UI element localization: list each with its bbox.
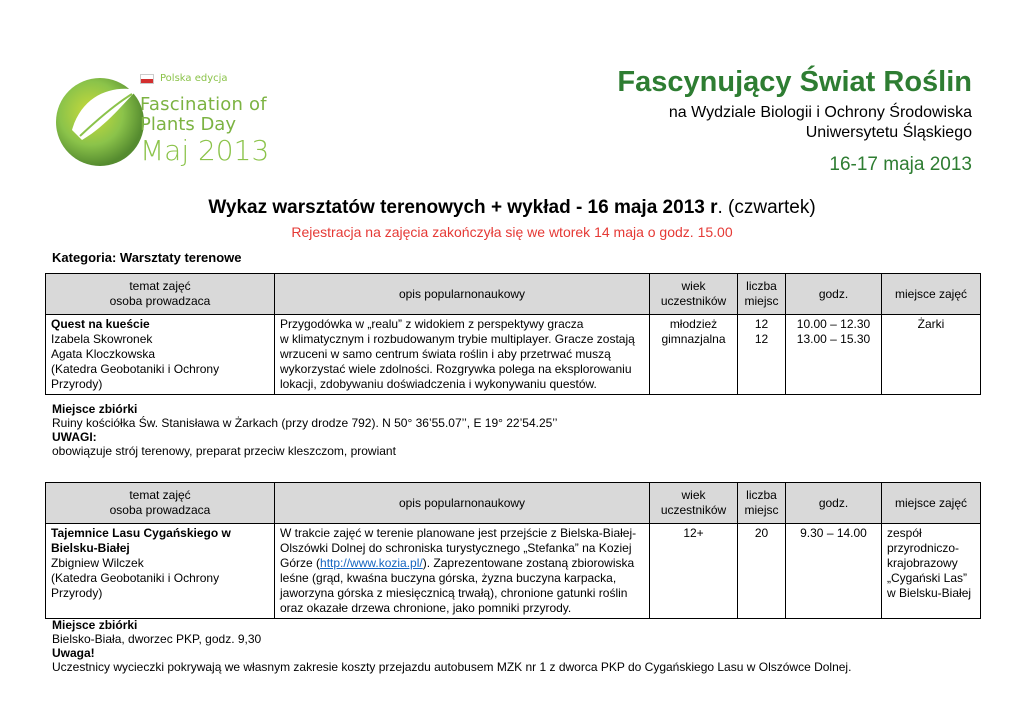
desc-line: oraz okazałe drzewa chronione, jako pomniki przyrody. bbox=[280, 601, 572, 615]
meeting-point-heading: Miejsce zbiórki bbox=[52, 402, 138, 416]
event-subtitle-university: Uniwersytetu Śląskiego bbox=[805, 124, 972, 141]
meeting-point-value: Ruiny kościółka Św. Stanisława w Żarkach (przy drodze 792). N 50° 36’55.07’’, E 19° 22’54.25’’ bbox=[52, 416, 558, 430]
table-row bbox=[46, 524, 981, 619]
page-title-bold: Wykaz warsztatów terenowych + wykład - 16 maja 2013 r bbox=[208, 197, 718, 218]
places-value: 12 bbox=[754, 332, 769, 346]
remarks-value: Uczestnicy wycieczki pokrywają we własnym zakresie koszty przejazdu autobusem MZK nr 1 z dworca PKP do Cygańskiego Lasu w Olszówce Dolnej. bbox=[52, 660, 852, 674]
location-value: przyrodniczo- bbox=[887, 541, 960, 555]
desc-line: Przygodówka w „realu” z widokiem z perspektywy gracza bbox=[280, 317, 584, 331]
cell-places bbox=[738, 524, 786, 619]
leader: Izabela Skowronek bbox=[51, 332, 153, 346]
cell-location bbox=[882, 524, 981, 619]
col-leader-label: osoba prowadzaca bbox=[109, 503, 211, 517]
desc-pre-link: Górze ( bbox=[280, 556, 321, 570]
desc-line: leśne (grąd, kwaśna buczyna górska, żyzna buczyna karpacka, bbox=[280, 571, 617, 585]
col-location: miejsce zajęć bbox=[882, 483, 981, 524]
remarks-value: obowiązuje strój terenowy, preparat przeciw kleszczom, prowiant bbox=[52, 444, 396, 458]
location-value: krajobrazowy bbox=[887, 556, 958, 570]
col-age bbox=[650, 274, 738, 315]
desc-line: w klimatycznym i rozbudowanym trybie multiplayer. Gracze zostają bbox=[280, 332, 635, 346]
cell-time bbox=[786, 315, 882, 395]
cell-age bbox=[650, 524, 738, 619]
col-topic bbox=[46, 274, 275, 315]
registration-note: Rejestracja na zajęcia zakończyła się we wtorek 14 maja o godz. 15.00 bbox=[291, 224, 733, 240]
age-value: 12+ bbox=[683, 526, 704, 540]
col-age-label-1: wiek bbox=[681, 279, 706, 293]
leader-department: (Katedra Geobotaniki i Ochrony Przyrody) bbox=[51, 571, 220, 600]
event-subtitle-faculty: na Wydziale Biologii i Ochrony Środowiska bbox=[668, 104, 972, 121]
workshop-topic: Quest na kueście bbox=[51, 317, 150, 331]
meeting-point-value: Bielsko-Biała, dworzec PKP, godz. 9,30 bbox=[52, 632, 262, 646]
leader: Zbigniew Wilczek bbox=[51, 556, 144, 570]
desc-line: wrzuceni w samo centrum świata roślin i aby przetrwać muszą bbox=[280, 347, 611, 361]
desc-line: W trakcie zajęć w terenie planowane jest przejście z Bielska-Białej- bbox=[280, 526, 637, 540]
table-header-row bbox=[46, 483, 981, 524]
kozia-link[interactable]: http://www.kozia.pl/ bbox=[320, 556, 423, 570]
col-location: miejsce zajęć bbox=[882, 274, 981, 315]
desc-post-link: ). Zaprezentowane zostaną zbiorowiska bbox=[422, 556, 635, 570]
col-desc: opis popularnonaukowy bbox=[275, 483, 650, 524]
location-value: Żarki bbox=[917, 317, 945, 331]
polish-flag-icon bbox=[140, 74, 154, 84]
cell-topic bbox=[46, 524, 275, 619]
page-title-rest: . (czwartek) bbox=[717, 197, 816, 218]
desc-line: wykorzystać wiele zdolności. Rozgrywka polega na eksplorowaniu bbox=[280, 362, 632, 376]
category-heading: Kategoria: Warsztaty terenowe bbox=[52, 250, 242, 265]
logo-line-2: Plants Day bbox=[140, 114, 236, 135]
col-places-label-1: liczba bbox=[746, 279, 777, 293]
col-leader-label: osoba prowadzaca bbox=[109, 294, 211, 308]
event-title: Fascynujący Świat Roślin bbox=[617, 66, 972, 98]
col-desc: opis popularnonaukowy bbox=[275, 274, 650, 315]
col-topic-label: temat zajęć bbox=[129, 488, 191, 502]
places-value: 12 bbox=[754, 317, 769, 331]
location-value: w Bielsku-Białej bbox=[887, 586, 972, 600]
cell-topic bbox=[46, 315, 275, 395]
location-value: zespół bbox=[887, 526, 922, 540]
workshop-2-notes bbox=[52, 618, 851, 674]
workshop-1-notes bbox=[52, 402, 557, 458]
cell-time bbox=[786, 524, 882, 619]
places-value: 20 bbox=[754, 526, 769, 540]
location-value: „Cygański Las” bbox=[887, 571, 968, 585]
cell-desc bbox=[275, 315, 650, 395]
col-age-label-1: wiek bbox=[681, 488, 706, 502]
time-value: 9.30 – 14.00 bbox=[800, 526, 867, 540]
table-header-row bbox=[46, 274, 981, 315]
col-places bbox=[738, 274, 786, 315]
col-places-label-1: liczba bbox=[746, 488, 777, 502]
table-row bbox=[46, 315, 981, 395]
desc-line-with-link bbox=[280, 556, 644, 571]
col-topic bbox=[46, 483, 275, 524]
col-places-label-2: miejsc bbox=[744, 294, 779, 308]
event-date: 16-17 maja 2013 bbox=[829, 154, 972, 175]
time-value: 13.00 – 15.30 bbox=[796, 332, 871, 346]
age-value: młodzież bbox=[669, 317, 718, 331]
remarks-heading: UWAGI: bbox=[52, 430, 97, 444]
desc-line: Olszówki Dolnej do schroniska turystycznego „Stefanka” na Koziej bbox=[280, 541, 632, 555]
leaf-globe-icon bbox=[52, 70, 152, 170]
col-topic-label: temat zajęć bbox=[129, 279, 191, 293]
col-time: godz. bbox=[786, 274, 882, 315]
logo-line-1: Fascination of bbox=[140, 94, 267, 115]
col-time: godz. bbox=[786, 483, 882, 524]
logo-line-3: Maj 2013 bbox=[140, 134, 270, 167]
page-title bbox=[0, 197, 1024, 219]
leader: Agata Kloczkowska bbox=[51, 347, 156, 361]
desc-line: jaworzyna górska z miesięcznicą trwałą), chronione gatunki roślin bbox=[280, 586, 628, 600]
meeting-point-heading: Miejsce zbiórki bbox=[52, 618, 138, 632]
col-age bbox=[650, 483, 738, 524]
desc-line: lokacji, zdobywaniu doświadczenia i wykonywaniu questów. bbox=[280, 377, 597, 391]
cell-age bbox=[650, 315, 738, 395]
col-places bbox=[738, 483, 786, 524]
cell-location bbox=[882, 315, 981, 395]
col-places-label-2: miejsc bbox=[744, 503, 779, 517]
workshop-table-2 bbox=[45, 482, 981, 619]
age-value: gimnazjalna bbox=[661, 332, 726, 346]
col-age-label-2: uczestników bbox=[660, 294, 727, 308]
remarks-heading: Uwaga! bbox=[52, 646, 95, 660]
workshop-topic: Tajemnice Lasu Cygańskiego w Bielsku-Białej bbox=[51, 526, 231, 555]
cell-places bbox=[738, 315, 786, 395]
leader-department: (Katedra Geobotaniki i Ochrony Przyrody) bbox=[51, 362, 220, 391]
logo-edition: Polska edycja bbox=[160, 73, 228, 84]
cell-desc bbox=[275, 524, 650, 619]
col-age-label-2: uczestników bbox=[660, 503, 727, 517]
workshop-table-1 bbox=[45, 273, 981, 395]
time-value: 10.00 – 12.30 bbox=[796, 317, 871, 331]
